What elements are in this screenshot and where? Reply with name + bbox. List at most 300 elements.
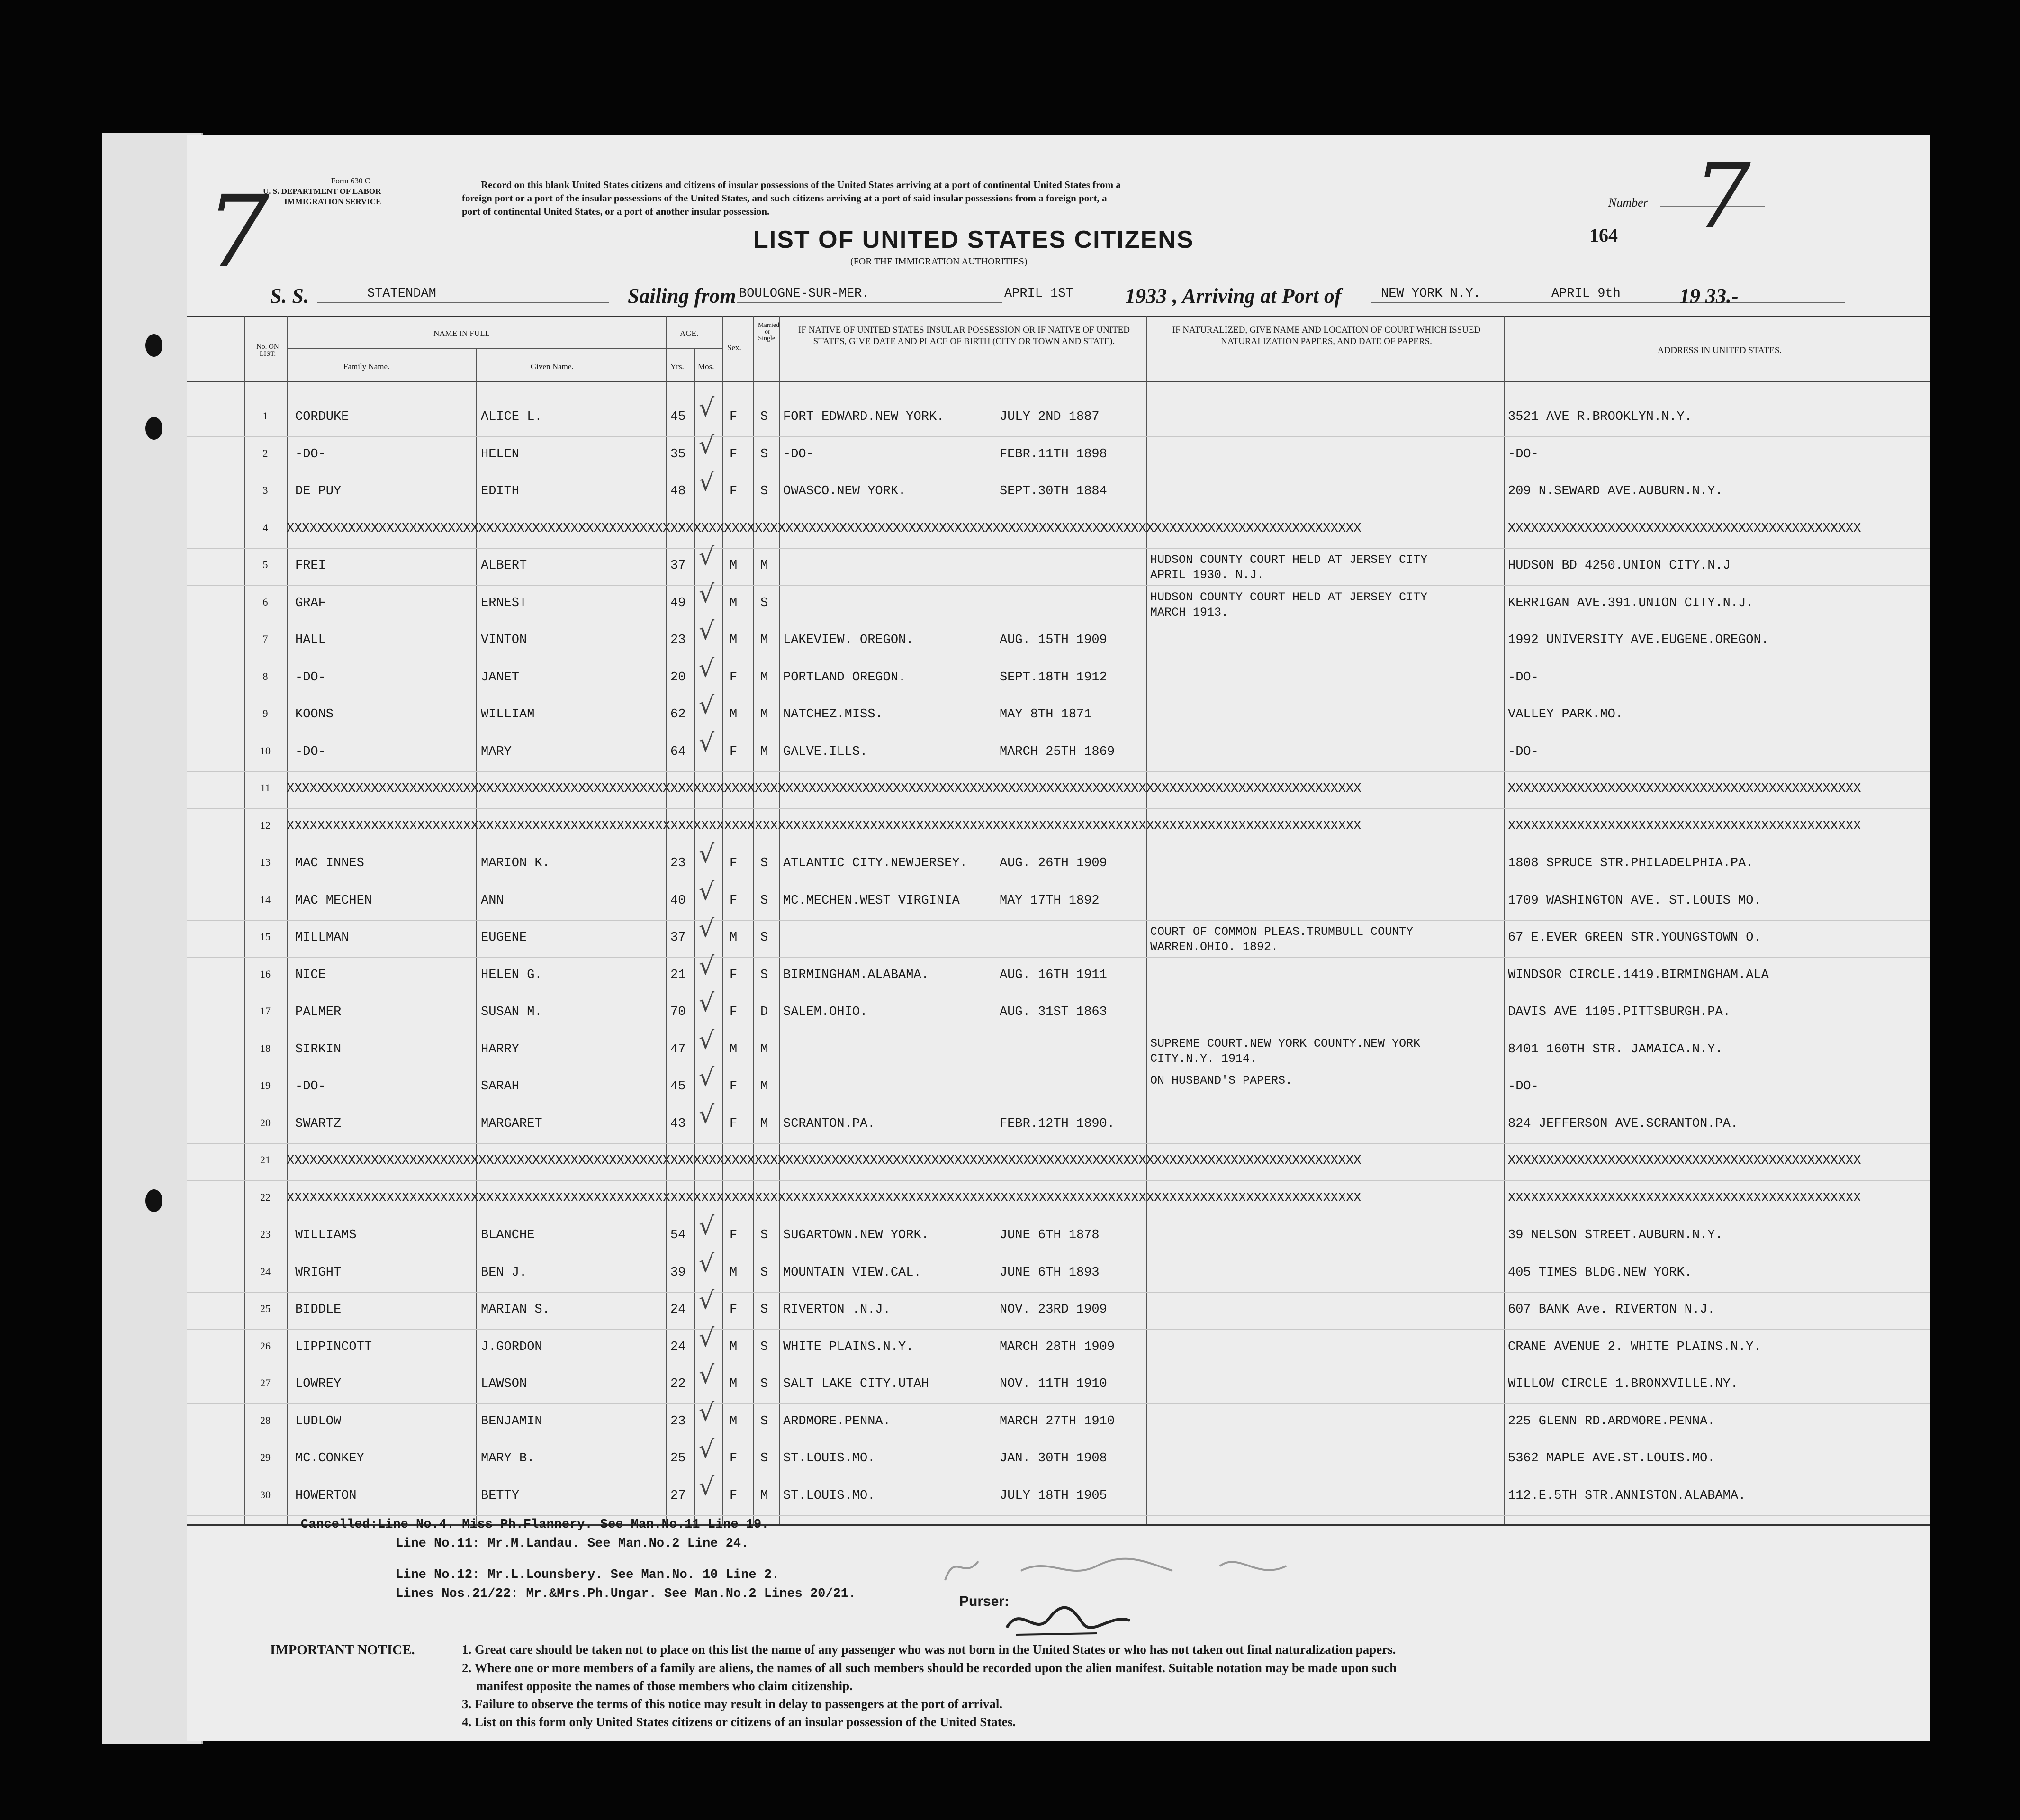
cell-no: 11	[260, 782, 271, 794]
cell-sex: M	[730, 931, 738, 945]
cell-given: HELEN	[481, 447, 520, 462]
table-row	[187, 394, 1930, 437]
cell-place: LAKEVIEW. OREGON.	[783, 633, 914, 647]
checkmark-icon: √	[699, 654, 715, 683]
cell-family: -DO-	[295, 1079, 326, 1094]
table-row	[187, 1101, 1930, 1144]
cell-yrs: 62	[670, 707, 686, 722]
checkmark-icon: √	[699, 580, 715, 608]
cell-addr: 405 TIMES BLDG.NEW YORK.	[1508, 1266, 1692, 1280]
cell-addr: 8401 160TH STR. JAMAICA.N.Y.	[1508, 1042, 1723, 1057]
cell-no: 10	[260, 745, 271, 757]
cell-family: HALL	[295, 633, 326, 647]
cell-addr: -DO-	[1508, 1079, 1539, 1094]
header-name-in-full: NAME IN FULL	[433, 329, 490, 338]
table-row	[187, 431, 1930, 475]
table-row	[187, 1063, 1930, 1107]
cell-sex: M	[730, 1266, 738, 1280]
notice-item: manifest opposite the names of those members who claim citizenship.	[476, 1679, 853, 1693]
cell-ms: M	[760, 633, 768, 647]
cell-date: NOV. 23RD 1909	[1000, 1303, 1107, 1317]
cell-place: GALVE.ILLS.	[783, 745, 868, 759]
cell-ms: M	[760, 1117, 768, 1131]
cell-sex: F	[730, 1451, 738, 1466]
table-row	[187, 989, 1930, 1032]
cell-sex: F	[730, 894, 738, 908]
row-rule	[187, 1329, 1930, 1330]
checkmark-icon: √	[699, 729, 715, 757]
cell-no: 29	[260, 1451, 271, 1463]
cell-family: MAC MECHEN	[295, 894, 372, 908]
checkmark-icon: √	[699, 468, 715, 497]
cell-family: LUDLOW	[295, 1414, 342, 1429]
checkmark-icon: √	[699, 1026, 715, 1055]
cell-given: MARY	[481, 745, 512, 759]
table-row	[187, 468, 1930, 512]
cell-sex: M	[730, 559, 738, 573]
notice-item: 2. Where one or more members of a family are aliens, the names of all such members should be recorded upon the alien manifest. Suitable notation may be made upon such	[462, 1661, 1397, 1675]
cell-yrs: 27	[670, 1489, 686, 1503]
row-rule	[187, 920, 1930, 921]
cell-place: MOUNTAIN VIEW.CAL.	[783, 1266, 921, 1280]
cell-no: 17	[260, 1005, 271, 1017]
row-rule	[187, 957, 1930, 958]
cell-ms: S	[760, 1451, 768, 1466]
cell-addr: -DO-	[1508, 670, 1539, 685]
instruction-line: Record on this blank United States citizens and citizens of insular possessions of the United States arriving at a port of continental United States from a	[481, 179, 1121, 190]
cell-addr: 1709 WASHINGTON AVE. ST.LOUIS MO.	[1508, 894, 1761, 908]
cell-no: 2	[262, 447, 268, 459]
cell-naturalization-date: CITY.N.Y. 1914.	[1150, 1052, 1257, 1066]
cell-family: MILLMAN	[295, 931, 349, 945]
notice-item: 1. Great care should be taken not to place on this list the name of any passenger who was not born in the United States or who has not taken out final naturalization papers.	[462, 1642, 1396, 1657]
cell-given: EUGENE	[481, 931, 527, 945]
cell-sex: F	[730, 1303, 738, 1317]
cell-ms: S	[760, 1377, 768, 1391]
row-rule	[187, 1143, 1930, 1144]
cancellation-line: Cancelled:Line No.4. Miss Ph.Flannery. See Man.No.11 Line 19.	[301, 1518, 769, 1532]
cell-no: 8	[262, 670, 268, 682]
cell-sex: M	[730, 633, 738, 647]
cell-ms: M	[760, 745, 768, 759]
cell-sex: F	[730, 1117, 738, 1131]
cell-no: 24	[260, 1266, 271, 1277]
checkmark-icon: √	[699, 878, 715, 906]
checkmark-icon: √	[699, 617, 715, 645]
cell-ms: M	[760, 1489, 768, 1503]
row-rule	[187, 1515, 1930, 1516]
department-name: U. S. DEPARTMENT OF LABOR	[263, 187, 381, 196]
cell-yrs: 47	[670, 1042, 686, 1057]
cell-ms: M	[760, 707, 768, 722]
cell-ms: S	[760, 856, 768, 870]
header-yrs: Yrs.	[670, 362, 684, 371]
table-row	[187, 1212, 1930, 1256]
punch-hole	[145, 417, 162, 440]
cell-date: AUG. 26TH 1909	[1000, 856, 1107, 870]
page-code: 164	[1589, 225, 1618, 246]
cell-no: 23	[260, 1228, 271, 1240]
cell-family: LOWREY	[295, 1377, 342, 1391]
cell-yrs: 40	[670, 894, 686, 908]
cancellation-line: Line No.11: Mr.M.Landau. See Man.No.2 Line 24.	[396, 1537, 749, 1551]
checkmark-icon: √	[699, 1361, 715, 1389]
header-no: No. ON LIST.	[256, 343, 279, 358]
cell-yrs: 21	[670, 968, 686, 982]
table-row	[187, 617, 1930, 661]
cell-ms: S	[760, 1266, 768, 1280]
cell-given: MARION K.	[481, 856, 550, 870]
row-rule	[187, 1292, 1930, 1293]
table-top-border	[187, 316, 1930, 317]
cell-family: LIPPINCOTT	[295, 1340, 372, 1354]
cell-yrs: 23	[670, 1414, 686, 1429]
cell-ms: S	[760, 410, 768, 424]
header-married: Married or Single.	[758, 322, 780, 342]
cell-given: ERNEST	[481, 596, 527, 610]
cell-place: ST.LOUIS.MO.	[783, 1489, 875, 1503]
corner-mark: 7	[206, 174, 270, 290]
table-row	[187, 691, 1930, 735]
cell-ms: S	[760, 447, 768, 462]
cell-sex: F	[730, 1079, 738, 1094]
ship-name: STATENDAM	[367, 287, 436, 301]
table-row	[187, 840, 1930, 884]
table-row	[187, 1435, 1930, 1479]
cell-date: MARCH 25TH 1869	[1000, 745, 1115, 759]
struck-out-entry: XXXXXXXXXXXXXXXXXXXXXXXXXXXXXXXXXXXXXXXXXXXXXXXXXXXXXXXXXXXXXXXXXXXXXXXXXXXXXXXXXXXXXXXXXXXXXXXXXXXXXXXXXXXXXXXXXXXXXXXXXXXXXXXXXXXXXXXXXXXX	[287, 1154, 1362, 1168]
cell-given: SARAH	[481, 1079, 520, 1094]
cell-no: 13	[260, 856, 271, 868]
cell-date: SEPT.18TH 1912	[1000, 670, 1107, 685]
cell-date: NOV. 11TH 1910	[1000, 1377, 1107, 1391]
cell-family: MC.CONKEY	[295, 1451, 364, 1466]
table-row	[187, 1026, 1930, 1070]
cell-addr: KERRIGAN AVE.391.UNION CITY.N.J.	[1508, 596, 1754, 610]
cell-addr: HUDSON BD 4250.UNION CITY.N.J	[1508, 559, 1731, 573]
checkmark-icon: √	[699, 1324, 715, 1352]
cell-ms: M	[760, 559, 768, 573]
table-row	[187, 512, 1930, 549]
cell-family: -DO-	[295, 447, 326, 462]
row-rule	[187, 548, 1930, 549]
cell-addr: DAVIS AVE 1105.PITTSBURGH.PA.	[1508, 1005, 1731, 1019]
cell-date: FEBR.11TH 1898	[1000, 447, 1107, 462]
cell-family: -DO-	[295, 670, 326, 685]
notice-heading: IMPORTANT NOTICE.	[270, 1642, 415, 1657]
cell-sex: M	[730, 1414, 738, 1429]
cell-given: HELEN G.	[481, 968, 542, 982]
date-from: APRIL 1ST	[1004, 287, 1073, 301]
form-number: Form 630 C	[331, 176, 370, 185]
cell-no: 25	[260, 1303, 271, 1314]
list-number: 7	[1694, 144, 1751, 249]
cell-yrs: 20	[670, 670, 686, 685]
checkmark-icon: √	[699, 1286, 715, 1315]
cell-ms: S	[760, 968, 768, 982]
cell-addr: 5362 MAPLE AVE.ST.LOUIS.MO.	[1508, 1451, 1715, 1466]
table-row	[187, 1144, 1930, 1181]
arriving-label: , Arriving at Port of	[1172, 284, 1342, 308]
cell-sex: M	[730, 707, 738, 722]
cell-naturalization: SUPREME COURT.NEW YORK COUNTY.NEW YORK	[1150, 1037, 1421, 1050]
cell-date: MAY 8TH 1871	[1000, 707, 1092, 722]
cell-yrs: 24	[670, 1303, 686, 1317]
row-rule	[187, 771, 1930, 772]
service-name: IMMIGRATION SERVICE	[284, 197, 381, 206]
cell-place: PORTLAND OREGON.	[783, 670, 906, 685]
cell-no: 27	[260, 1377, 271, 1389]
cell-no: 19	[260, 1079, 271, 1091]
cell-no: 1	[262, 410, 268, 422]
cell-family: GRAF	[295, 596, 326, 610]
cell-family: CORDUKE	[295, 410, 349, 424]
instruction-line: port of continental United States, or a port of another insular possession.	[462, 206, 770, 217]
cell-no: 5	[262, 559, 268, 570]
checkmark-icon: √	[699, 840, 715, 869]
cell-yrs: 23	[670, 633, 686, 647]
cell-family: FREI	[295, 559, 326, 573]
cell-yrs: 49	[670, 596, 686, 610]
punch-hole	[145, 334, 162, 357]
cancellation-line: Lines Nos.21/22: Mr.&Mrs.Ph.Ungar. See Man.No.2 Lines 20/21.	[396, 1587, 857, 1601]
cell-sex: F	[730, 1228, 738, 1242]
header-sex: Sex.	[727, 343, 741, 352]
cell-no: 30	[260, 1489, 271, 1501]
cell-addr: 209 N.SEWARD AVE.AUBURN.N.Y.	[1508, 484, 1723, 498]
checkmark-icon: √	[699, 394, 715, 422]
cell-family: PALMER	[295, 1005, 342, 1019]
cell-yrs: 22	[670, 1377, 686, 1391]
struck-out-entry: XXXXXXXXXXXXXXXXXXXXXXXXXXXXXXXXXXXXXXXXXXXXXXXXXXXXXXXXXXXXXXXXXXXXXXXXXXXXXXXXXXXXXXXXXXXXXXXXXXXXXXXXXXXXXXXXXXXXXXXXXXXXXXXXXXXXXXXXXXXX	[287, 1191, 1362, 1205]
cell-sex: M	[730, 1340, 738, 1354]
cell-place: MC.MECHEN.WEST VIRGINIA	[783, 894, 960, 908]
cell-ms: S	[760, 1340, 768, 1354]
cell-addr: WILLOW CIRCLE 1.BRONXVILLE.NY.	[1508, 1377, 1739, 1391]
port-from-underline	[737, 302, 1002, 303]
cell-naturalization: COURT OF COMMON PLEAS.TRUMBULL COUNTY	[1150, 925, 1414, 939]
cell-date: MAY 17TH 1892	[1000, 894, 1100, 908]
cell-addr: VALLEY PARK.MO.	[1508, 707, 1623, 722]
checkmark-icon: √	[699, 543, 715, 571]
cell-given: BETTY	[481, 1489, 520, 1503]
struck-out-address: XXXXXXXXXXXXXXXXXXXXXXXXXXXXXXXXXXXXXXXXXXXXXX	[1508, 1191, 1861, 1205]
cell-given: VINTON	[481, 633, 527, 647]
table-row	[187, 543, 1930, 586]
cell-family: WILLIAMS	[295, 1228, 357, 1242]
cell-naturalization-date: APRIL 1930. N.J.	[1150, 568, 1264, 582]
cell-yrs: 24	[670, 1340, 686, 1354]
cell-place: SCRANTON.PA.	[783, 1117, 875, 1131]
cell-place: RIVERTON .N.J.	[783, 1303, 891, 1317]
cell-naturalization: HUDSON COUNTY COURT HELD AT JERSEY CITY	[1150, 553, 1428, 567]
ss-label: S. S.	[270, 284, 309, 308]
cell-yrs: 45	[670, 410, 686, 424]
cell-given: BLANCHE	[481, 1228, 535, 1242]
checkmark-icon: √	[699, 989, 715, 1017]
cancellation-line: Line No.12: Mr.L.Lounsbery. See Man.No. 10 Line 2.	[396, 1568, 780, 1582]
cell-no: 20	[260, 1117, 271, 1129]
cell-place: SUGARTOWN.NEW YORK.	[783, 1228, 929, 1242]
checkmark-icon: √	[699, 1063, 715, 1092]
table-row	[187, 878, 1930, 921]
cell-sex: F	[730, 856, 738, 870]
cell-given: MARGARET	[481, 1117, 542, 1131]
row-rule	[187, 808, 1930, 809]
header-age: AGE.	[680, 329, 699, 338]
row-rule	[187, 1180, 1930, 1181]
cell-place: FORT EDWARD.NEW YORK.	[783, 410, 945, 424]
cell-sex: F	[730, 484, 738, 498]
cell-addr: -DO-	[1508, 745, 1539, 759]
handwritten-notation	[926, 1538, 1353, 1599]
cell-family: DE PUY	[295, 484, 342, 498]
cell-no: 18	[260, 1042, 271, 1054]
cell-yrs: 64	[670, 745, 686, 759]
cell-date: AUG. 16TH 1911	[1000, 968, 1107, 982]
cell-family: SIRKIN	[295, 1042, 342, 1057]
cell-no: 22	[260, 1191, 271, 1203]
cell-place: NATCHEZ.MISS.	[783, 707, 883, 722]
cell-ms: S	[760, 596, 768, 610]
cell-sex: F	[730, 745, 738, 759]
purser-label: Purser:	[959, 1594, 1010, 1609]
cell-no: 3	[262, 484, 268, 496]
cell-ms: S	[760, 1228, 768, 1242]
cell-place: -DO-	[783, 447, 814, 462]
cell-given: ALBERT	[481, 559, 527, 573]
table-row	[187, 1361, 1930, 1404]
struck-out-address: XXXXXXXXXXXXXXXXXXXXXXXXXXXXXXXXXXXXXXXXXXXXXX	[1508, 819, 1861, 833]
instruction-line: foreign port or a port of the insular possessions of the United States, and such citizens arriving at a port of said insular possessions from a foreign port, a	[462, 192, 1107, 204]
cell-no: 15	[260, 931, 271, 942]
cell-place: SALT LAKE CITY.UTAH	[783, 1377, 929, 1391]
cell-ms: M	[760, 1079, 768, 1094]
cell-place: OWASCO.NEW YORK.	[783, 484, 906, 498]
cell-given: EDITH	[481, 484, 520, 498]
cell-place: ATLANTIC CITY.NEWJERSEY.	[783, 856, 967, 870]
ship-underline	[317, 302, 609, 303]
notice-item: 4. List on this form only United States citizens or citizens of an insular possession of the United States.	[462, 1715, 1016, 1729]
page-subtitle: (FOR THE IMMIGRATION AUTHORITIES)	[850, 256, 1028, 267]
port-to-underline	[1371, 302, 1845, 303]
cell-date: JAN. 30TH 1908	[1000, 1451, 1107, 1466]
cell-sex: F	[730, 968, 738, 982]
cell-yrs: 35	[670, 447, 686, 462]
cell-yrs: 48	[670, 484, 686, 498]
cell-no: 16	[260, 968, 271, 980]
checkmark-icon: √	[699, 1101, 715, 1129]
punch-hole	[145, 1189, 162, 1212]
manifest-sheet	[187, 135, 1930, 1741]
struck-out-entry: XXXXXXXXXXXXXXXXXXXXXXXXXXXXXXXXXXXXXXXXXXXXXXXXXXXXXXXXXXXXXXXXXXXXXXXXXXXXXXXXXXXXXXXXXXXXXXXXXXXXXXXXXXXXXXXXXXXXXXXXXXXXXXXXXXXXXXXXXXXX	[287, 819, 1362, 833]
header-birth: IF NATIVE OF UNITED STATES INSULAR POSSESSION OR IF NATIVE OF UNITED STATES, GIVE DATE AND PLACE OF BIRTH (CITY OR TOWN AND STATE).	[798, 325, 1130, 346]
cell-yrs: 45	[670, 1079, 686, 1094]
cell-addr: 225 GLENN RD.ARDMORE.PENNA.	[1508, 1414, 1715, 1429]
table-row	[187, 1473, 1930, 1516]
notice-item: 3. Failure to observe the terms of this notice may result in delay to passengers at the port of arrival.	[462, 1697, 1003, 1711]
cell-ms: M	[760, 1042, 768, 1057]
row-rule	[187, 1403, 1930, 1404]
cell-given: WILLIAM	[481, 707, 535, 722]
form-body	[187, 135, 1930, 1741]
cell-yrs: 39	[670, 1266, 686, 1280]
header-given-name: Given Name.	[531, 362, 574, 371]
cell-sex: F	[730, 670, 738, 685]
cell-place: ST.LOUIS.MO.	[783, 1451, 875, 1466]
cell-addr: 1808 SPRUCE STR.PHILADELPHIA.PA.	[1508, 856, 1754, 870]
checkmark-icon: √	[699, 431, 715, 460]
cell-addr: 67 E.EVER GREEN STR.YOUNGSTOWN O.	[1508, 931, 1761, 945]
checkmark-icon: √	[699, 952, 715, 980]
table-row	[187, 810, 1930, 847]
cell-date: MARCH 27TH 1910	[1000, 1414, 1115, 1429]
cell-family: MAC INNES	[295, 856, 364, 870]
cell-sex: F	[730, 1489, 738, 1503]
cell-yrs: 70	[670, 1005, 686, 1019]
cell-place: ARDMORE.PENNA.	[783, 1414, 891, 1429]
header-family-name: Family Name.	[343, 362, 390, 371]
cell-family: WRIGHT	[295, 1266, 342, 1280]
cell-place: BIRMINGHAM.ALABAMA.	[783, 968, 929, 982]
cell-ms: S	[760, 1303, 768, 1317]
cell-given: SUSAN M.	[481, 1005, 542, 1019]
cell-addr: 39 NELSON STREET.AUBURN.N.Y.	[1508, 1228, 1723, 1242]
table-row	[187, 1286, 1930, 1330]
header-subdivider	[287, 348, 722, 349]
cell-addr: 824 JEFFERSON AVE.SCRANTON.PA.	[1508, 1117, 1739, 1131]
cell-addr: 112.E.5TH STR.ANNISTON.ALABAMA.	[1508, 1489, 1746, 1503]
cell-ms: S	[760, 931, 768, 945]
cell-naturalization-date: WARREN.OHIO. 1892.	[1150, 940, 1279, 954]
cell-yrs: 37	[670, 559, 686, 573]
cell-date: AUG. 15TH 1909	[1000, 633, 1107, 647]
checkmark-icon: √	[699, 1212, 715, 1240]
page-title: LIST OF UNITED STATES CITIZENS	[753, 226, 1194, 254]
header-naturalized: IF NATURALIZED, GIVE NAME AND LOCATION OF COURT WHICH ISSUED NATURALIZATION PAPERS, AND DATE OF PAPERS.	[1172, 325, 1481, 346]
cell-addr: 607 BANK Ave. RIVERTON N.J.	[1508, 1303, 1715, 1317]
cell-sex: F	[730, 447, 738, 462]
row-rule	[187, 585, 1930, 586]
table-row	[187, 1250, 1930, 1293]
cell-addr: 3521 AVE R.BROOKLYN.N.Y.	[1508, 410, 1692, 424]
cell-ms: S	[760, 894, 768, 908]
cell-given: MARY B.	[481, 1451, 535, 1466]
cell-date: FEBR.12TH 1890.	[1000, 1117, 1115, 1131]
cell-given: BEN J.	[481, 1266, 527, 1280]
cell-no: 7	[262, 633, 268, 645]
table-row	[187, 1182, 1930, 1219]
cell-family: SWARTZ	[295, 1117, 342, 1131]
cell-sex: F	[730, 410, 738, 424]
cell-date: SEPT.30TH 1884	[1000, 484, 1107, 498]
checkmark-icon: √	[699, 1473, 715, 1501]
table-row	[187, 654, 1930, 698]
row-rule	[187, 436, 1930, 437]
cell-addr: -DO-	[1508, 447, 1539, 462]
cell-given: JANET	[481, 670, 520, 685]
year-from: 1933	[1125, 284, 1167, 308]
header-bottom-border	[187, 381, 1930, 382]
checkmark-icon: √	[699, 1250, 715, 1278]
cell-date: JUNE 6TH 1893	[1000, 1266, 1100, 1280]
cell-addr: WINDSOR CIRCLE.1419.BIRMINGHAM.ALA	[1508, 968, 1769, 982]
table-row	[187, 1324, 1930, 1367]
cell-no: 21	[260, 1154, 271, 1166]
cell-date: MARCH 28TH 1909	[1000, 1340, 1115, 1354]
struck-out-entry: XXXXXXXXXXXXXXXXXXXXXXXXXXXXXXXXXXXXXXXXXXXXXXXXXXXXXXXXXXXXXXXXXXXXXXXXXXXXXXXXXXXXXXXXXXXXXXXXXXXXXXXXXXXXXXXXXXXXXXXXXXXXXXXXXXXXXXXXXXXX	[287, 522, 1362, 536]
checkmark-icon: √	[699, 1398, 715, 1427]
